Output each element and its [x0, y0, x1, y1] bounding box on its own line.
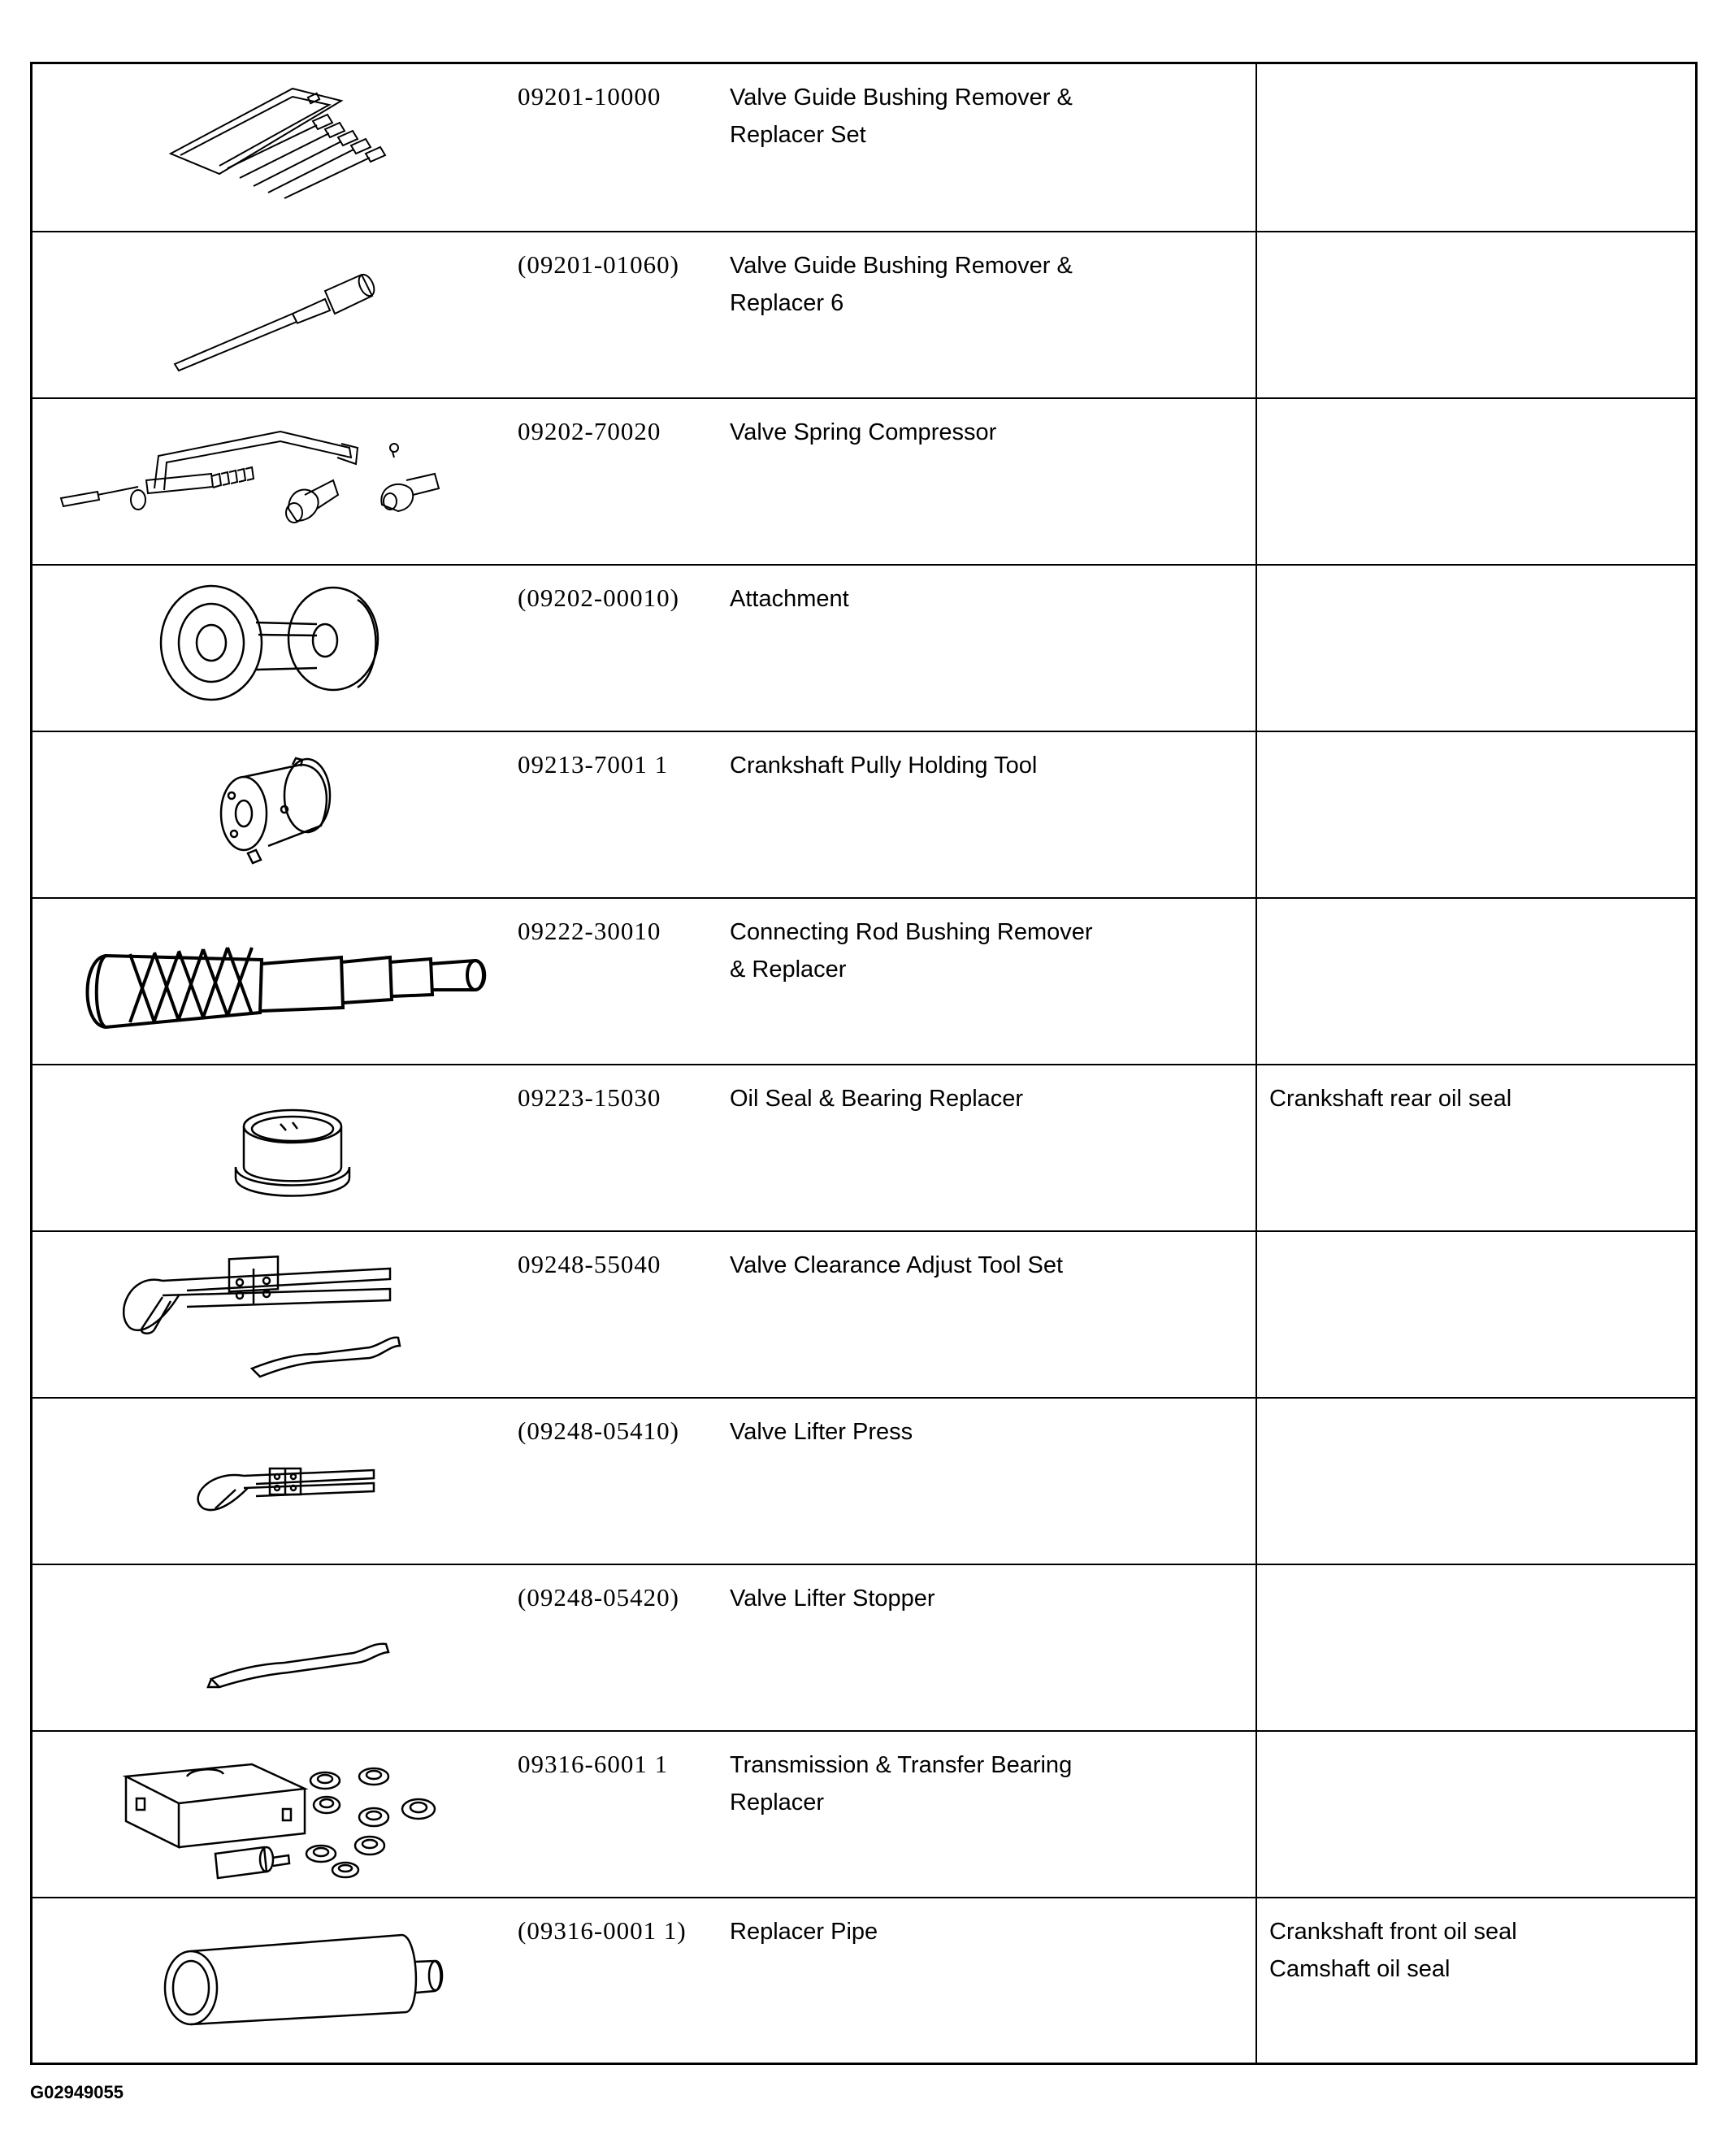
special-tools-table — [30, 62, 1698, 2065]
part-number: 09248-55040 — [518, 1250, 661, 1278]
valve-lifter-stopper-icon — [49, 1565, 504, 1729]
part-number: (09201-01060) — [518, 250, 679, 279]
column-divider — [1255, 1232, 1257, 1397]
tool-note: Crankshaft front oil seal Camshaft oil seal — [1269, 1919, 1517, 1982]
part-number: 09202-70020 — [518, 417, 661, 445]
replacer-pipe-icon — [49, 1898, 504, 2062]
bearing-replacer-kit-icon — [49, 1732, 504, 1895]
table-row — [33, 1730, 1695, 1897]
part-number: 09213-7001 1 — [518, 750, 669, 779]
column-divider — [1255, 899, 1257, 1064]
column-divider — [1255, 566, 1257, 731]
part-number: 09222-30010 — [518, 917, 661, 945]
part-number: 09223-15030 — [518, 1083, 661, 1112]
table-row — [33, 1064, 1695, 1230]
column-divider — [1255, 1732, 1257, 1897]
tool-name: Connecting Rod Bushing Remover & Replacer — [730, 919, 1093, 983]
tool-name: Replacer Pipe — [730, 1919, 878, 1945]
tool-note: Crankshaft rear oil seal — [1269, 1086, 1512, 1112]
tool-name: Valve Spring Compressor — [730, 419, 997, 445]
table-row — [33, 1564, 1695, 1730]
part-number: (09202-00010) — [518, 583, 679, 612]
table-row — [33, 1230, 1695, 1397]
figure-id: G02949055 — [30, 2082, 124, 2102]
tool-name: Oil Seal & Bearing Replacer — [730, 1086, 1024, 1112]
part-number: (09316-0001 1) — [518, 1916, 687, 1945]
rod-bushing-remover-icon — [49, 899, 504, 1062]
part-number: 09201-10000 — [518, 82, 661, 111]
column-divider — [1255, 399, 1257, 564]
table-row — [33, 1397, 1695, 1564]
tool-name: Valve Lifter Stopper — [730, 1586, 935, 1612]
part-number: (09248-05410) — [518, 1416, 679, 1445]
valve-spring-compressor-icon — [49, 399, 504, 562]
table-row — [33, 564, 1695, 731]
column-divider — [1255, 1399, 1257, 1564]
tool-name: Valve Guide Bushing Remover & Replacer Set — [730, 85, 1073, 148]
tool-name: Valve Clearance Adjust Tool Set — [730, 1252, 1064, 1278]
valve-clearance-tool-set-icon — [49, 1232, 504, 1395]
valve-lifter-press-icon — [49, 1399, 504, 1562]
column-divider — [1255, 64, 1257, 231]
tool-name: Valve Guide Bushing Remover & Replacer 6 — [730, 253, 1073, 316]
part-number: 09316-6001 1 — [518, 1750, 669, 1778]
column-divider — [1255, 1065, 1257, 1230]
tool-name: Transmission & Transfer Bearing Replacer — [730, 1752, 1073, 1815]
tool-name: Valve Lifter Press — [730, 1419, 913, 1445]
pulley-holding-tool-icon — [49, 732, 504, 896]
valve-guide-bushing-set-icon — [49, 64, 504, 228]
oil-seal-replacer-icon — [49, 1065, 504, 1229]
column-divider — [1255, 732, 1257, 897]
table-row — [33, 397, 1695, 564]
table-row — [33, 231, 1695, 397]
column-divider — [1255, 1565, 1257, 1730]
compressor-attachment-icon — [49, 566, 504, 729]
part-number: (09248-05420) — [518, 1583, 679, 1612]
tool-name: Crankshaft Pully Holding Tool — [730, 753, 1038, 779]
tool-name: Attachment — [730, 586, 849, 612]
table-row — [33, 897, 1695, 1064]
bushing-remover-rod-icon — [49, 232, 504, 396]
table-row — [33, 1897, 1695, 2063]
table-row — [33, 731, 1695, 897]
table-row — [33, 64, 1695, 231]
column-divider — [1255, 232, 1257, 397]
column-divider — [1255, 1898, 1257, 2063]
